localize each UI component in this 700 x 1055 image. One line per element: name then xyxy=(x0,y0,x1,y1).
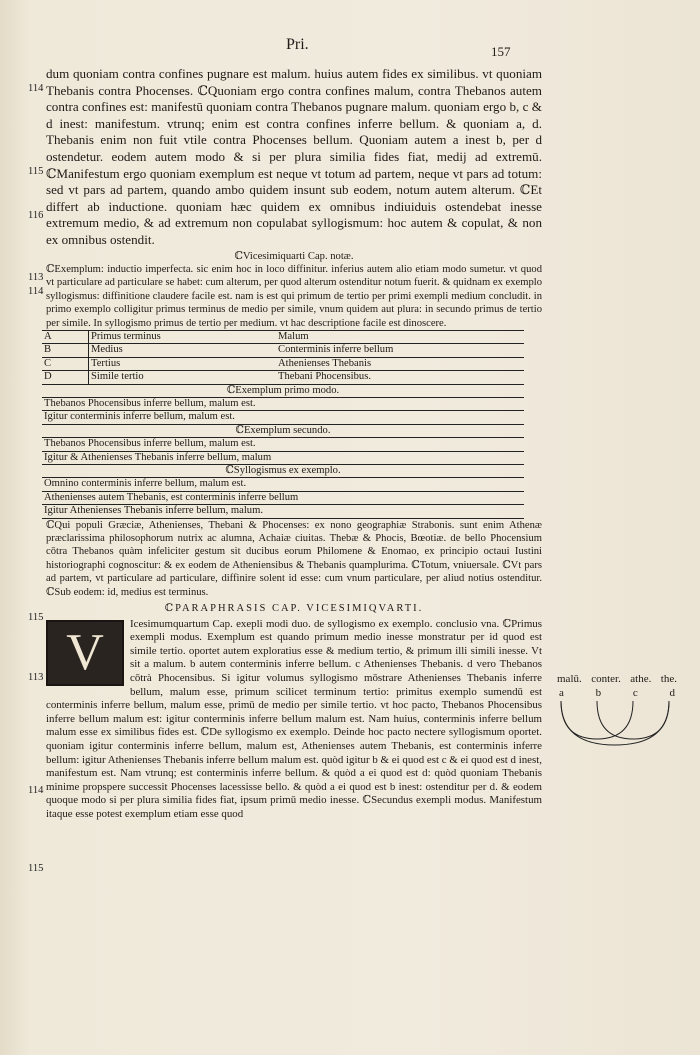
commentary-text: ℂQui populi Græciæ, Athenienses, Thebani & Phocenses: ex nono geographiæ Strabonis. sunt enim Athenæ præclarissima philosophorum nutrix ac alumna, Achaiæ ciuitas. Thebæ & Phocis, Bœotiæ. de bello Phocensium cōtra Thebanos quàm infeliciter gestum sit ducibus eorum Philomene & Enomao, ex principio octaui Iustini historiographi cognoscitur: & ex eodem de Atheniensibus & Thebanis quamplurima. ℂTotum, vniuersale. ℂVt pars ad partem, vt particulare ad particulare, diffinire solent id esse: cum vnum particulare, per aliud notius ostenditur. ℂSub eodem: id, medius est terminus. xyxy=(46,519,542,598)
margin-note: 115 xyxy=(28,166,44,177)
example-heading: ℂSyllogismus ex exemplo. xyxy=(42,465,524,478)
table-row xyxy=(42,491,524,504)
folio-number: 157 xyxy=(491,44,511,59)
table-cell: Simile tertio xyxy=(89,371,277,384)
commentary-paragraph xyxy=(46,519,542,599)
example-heading: ℂExemplum primo modo. xyxy=(42,384,524,397)
arc xyxy=(561,701,669,745)
table-section-heading xyxy=(42,424,524,437)
diagram-letter: a xyxy=(559,687,564,699)
diagram-letter: d xyxy=(669,687,675,699)
diagram-letter: c xyxy=(632,687,638,699)
margin-note: 113 xyxy=(28,272,44,283)
paraphrasis-text: Icesimumquartum Cap. exepli modi duo. de syllogismo ex exemplo. conclusio vna. ℂPrimus exempli modus. Exemplum est quando primum medio inesse monstratur per id quod est simile tertio. oportet autem exploratius esse & medium tertio, & primum illi simili inesse. Vt sit a malum. b autem conterminis inferre bellum. c Athenienses Thebanis. d vero Thebanos cōtrà Phocensibus. Si igitur volumus syllogismo mōstrare Athenienses Thebanis inferre bellum, malum esse, primum scilicet terminum tertio: primitus exemplo sumendū est conterminis inferre bellum, malum esse, primū de medio per simile tertio. vt hoc pacto, Thebanos Phocensibus inferre bellum malum est: igitur conterminis inferre bellum malum est. Nam huius, conterminis inferre bellum malum esse ex similibus fides est. ℂDe syllogismo ex exemplo. Deinde hoc pacto nectere syllogismum oportet. quoniam igitur conterminis inferre bellum, malum est, Athenienses autem Thebanis, est conterminis inferre bellum: igitur Athenienses Thebanis inferre bellum malum est. quòd igitur b & ei quod est c & ei quod est d inest, manifestum est. Nam vtrunq; est conterminis inferre bellum. & quòd a ei quod est d: quòd quoniam Thebanis minime propspere successit Phocenses lacessisse bello. & quòd a ei quod est b inest: ostenditur per d. & eodem quoque modo si per plura similia fides fiat, ipsum primū medio inesse. ℂSecundus exempli modus. Manifestum itaque esse potest exemplum etiam esse quod xyxy=(46,617,542,820)
example-heading: ℂExemplum secundo. xyxy=(42,424,524,437)
table-row xyxy=(42,357,524,370)
table-cell: Tertius xyxy=(89,357,277,370)
table-cell: Igitur conterminis inferre bellum, malum est. xyxy=(42,411,524,424)
table-cell: Medius xyxy=(89,344,277,357)
diagram-letters xyxy=(557,687,675,699)
table-cell: Omnino conterminis inferre bellum, malum est. xyxy=(42,478,524,491)
table-cell: C xyxy=(42,357,89,370)
diagram-label: malū. xyxy=(557,673,582,685)
table-cell: B xyxy=(42,344,89,357)
table-cell: Thebani Phocensibus. xyxy=(276,371,524,384)
decorated-initial: V xyxy=(46,620,124,686)
table-cell: Igitur Athenienses Thebanis inferre bellum, malum. xyxy=(42,505,524,518)
margin-note: 115 xyxy=(28,612,44,623)
table-row xyxy=(42,371,524,384)
running-title: Pri. xyxy=(286,36,309,53)
notae-paragraph xyxy=(46,263,542,330)
margin-note: 114 xyxy=(28,286,44,297)
paraphrasis-heading: ℂPARAPHRASIS CAP. VICESIMIQVARTI. xyxy=(164,603,424,615)
terms-table xyxy=(42,330,524,519)
table-cell: A xyxy=(42,330,89,343)
notae-text: ℂExemplum: inductio imperfecta. sic enim hoc in loco diffinitur. inferius autem alio etiam modo sumetur. vt quod vt particulare ad particulare se habet: cum alterum, per quod alterum ostenditur notum fuerit. & quidnam ex exemplo syllogismus: diffinitione claudere facile est. nam is est qui primum de tertio per primi exempli medium concludit. in primo exemplo colligitur primus terminus de medio per simile, vnum quidem aut plura: in secundo primus de tertio per simile. In syllogismo primus de tertio per medium. vt hac descriptione facile est dinoscere. xyxy=(46,263,542,329)
main-text-column xyxy=(46,66,542,822)
table-cell: Thebanos Phocensibus inferre bellum, malum est. xyxy=(42,398,524,411)
arc-diagram xyxy=(557,699,683,747)
table-row xyxy=(42,438,524,451)
table-row xyxy=(42,505,524,518)
table-row xyxy=(42,451,524,464)
margin-note: 115 xyxy=(28,863,44,874)
table-cell: Athenienses autem Thebanis, est conterminis inferre bellum xyxy=(42,491,524,504)
table-cell: D xyxy=(42,371,89,384)
table-cell: Primus terminus xyxy=(89,330,277,343)
table-row xyxy=(42,398,524,411)
margin-note: 116 xyxy=(28,210,44,221)
side-diagram xyxy=(557,673,687,750)
table-cell: Malum xyxy=(276,330,524,343)
diagram-label: the. xyxy=(660,673,677,685)
table-cell: Athenienses Thebanis xyxy=(276,357,524,370)
margin-note: 114 xyxy=(28,83,44,94)
notae-heading: ℂVicesimiquarti Cap. notæ. xyxy=(234,250,354,262)
paragraph: dum quoniam contra confines pugnare est malum. huius autem fides ex similibus. vt quoniam Thebanis contra Phocenses. ℂQuoniam ergo contra confines malum, contra Thebanos autem contra confines est: manifestū quoniam contra Thebanos pugnare malum. quoniam ergo b, c & d inest: manifestum. vtrunq; enim est contra confines inferre bellum. & quoniam a, d. Thebanis enim non fuit vtile contra Phocenses bellum. Quoniam autem a inest b, per d ostendetur. eodem autem modo & si per plura similia fides fiat, medij ad extremū. ℂManifestum ergo quoniam exemplum est neque vt totum ad partem, neque vt pars ad totum: sed vt pars ad partem, quando ambo quidem insunt sub eodem, notum autem alterum. ℂEt differt ab inductione. quoniam hæc quidem ex omnibus indiuiduis ostendebat inesse extremum medio, & ad extremum non copulabat syllogismum: hoc autem & copulat, & non ex omnibus ostendit. xyxy=(46,66,542,247)
table-cell: Conterminis inferre bellum xyxy=(276,344,524,357)
table-row xyxy=(42,411,524,424)
diagram-letter: b xyxy=(595,687,602,699)
diagram-label: athe. xyxy=(630,673,652,685)
margin-note: 113 xyxy=(28,672,44,683)
table-section-heading xyxy=(42,384,524,397)
paraphrasis-paragraph xyxy=(46,618,542,822)
table-row xyxy=(42,478,524,491)
table-cell: Igitur & Athenienses Thebanis inferre bellum, malum xyxy=(42,451,524,464)
table-row xyxy=(42,330,524,343)
table-section-heading xyxy=(42,465,524,478)
table-row xyxy=(42,344,524,357)
diagram-label: conter. xyxy=(591,673,621,685)
margin-note: 114 xyxy=(28,785,44,796)
diagram-labels xyxy=(557,673,677,685)
table-cell: Thebanos Phocensibus inferre bellum, malum est. xyxy=(42,438,524,451)
